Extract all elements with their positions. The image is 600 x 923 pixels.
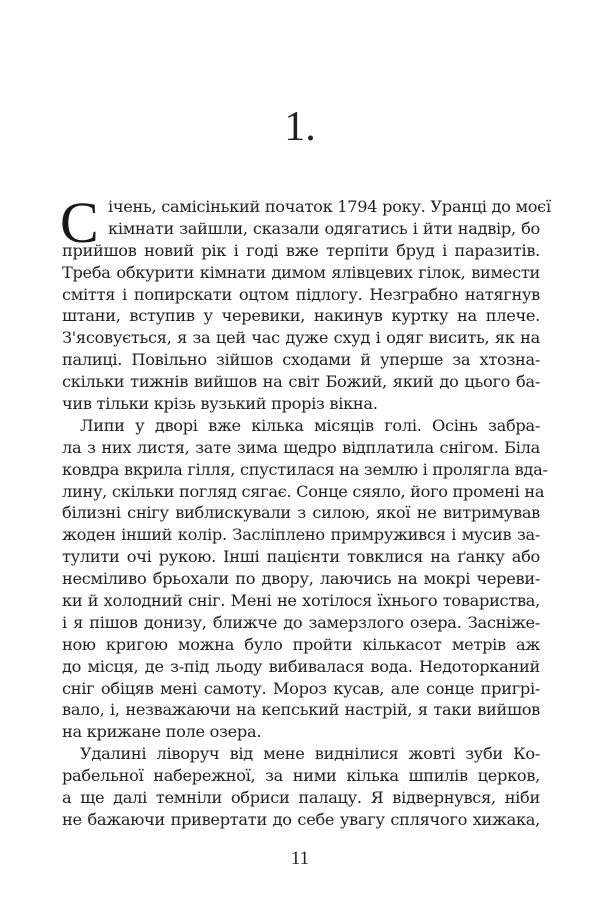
- text-line: скільки тижнів вийшов на світ Божий, який до цього ба-: [62, 372, 540, 392]
- text-line: прийшов новий рік і годі вже терпіти бруд і паразитів.: [62, 240, 540, 260]
- text-line: палиці. Повільно зійшов сходами й уперше за хтозна-: [62, 350, 540, 370]
- text-line: штани, вступив у черевики, накинув куртку на плече.: [62, 306, 540, 326]
- drop-cap: С: [60, 190, 99, 255]
- text-line: чив тільки крізь вузький проріз вікна.: [62, 394, 378, 414]
- text-line: до місця, де з-під льоду вибивалася вода. Недоторканий: [62, 656, 540, 676]
- text-line: не бажаючи привертати до себе увагу сплячого хижака,: [62, 809, 540, 829]
- text-line: сніг обіцяв мені самоту. Мороз кусав, але сонце пригрі-: [62, 678, 540, 698]
- text-line: З'ясовується, я за цей час дуже схуд і одяг висить, як на: [62, 328, 540, 348]
- text-line: Треба обкурити кімнати димом ялівцевих гілок, вимести: [62, 262, 540, 282]
- text-line: тулити очі рукою. Інші пацієнти товклися на ґанку або: [62, 547, 540, 567]
- text-line: і я пішов донизу, ближче до замерзлого озера. Засніже-: [62, 612, 540, 632]
- text-line: ки й холодний сніг. Мені не хотілося їхнього товариства,: [62, 591, 540, 611]
- body-text: [60, 190, 551, 831]
- text-line: ковдра вкрила гілля, спустилася на землю і пролягла вда-: [62, 459, 548, 479]
- text-line: лину, скільки погляд сягає. Сонце сяяло, його промені на: [62, 481, 545, 501]
- text-line: рабельної набережної, за ними кілька шпилів церков,: [62, 766, 540, 786]
- text-line: Липи у дворі вже кілька місяців голі. Осінь забра-: [80, 415, 540, 435]
- text-line: а ще далі темніли обриси палацу. Я відвернувся, ніби: [62, 788, 540, 808]
- text-line: кімнати зайшли, сказали одягатись і йти надвір, бо: [108, 218, 540, 238]
- text-line: несміливо брьохали по двору, лаючись на мокрі череви-: [62, 569, 540, 589]
- text-line: вало, і, незважаючи на кепський настрій, я таки вийшов: [62, 700, 540, 720]
- text-line: жоден інший колір. Засліплено примружився і мусив за-: [62, 525, 540, 545]
- text-line: ною кригою можна було пройти кількасот метрів аж: [62, 634, 540, 654]
- page-number: 11: [290, 848, 310, 869]
- text-line: ічень, самісінький початок 1794 року. Уранці до моєї: [108, 197, 551, 216]
- text-line: на крижане поле озера.: [62, 722, 262, 742]
- text-line: сміття і попирскати оцтом підлогу. Незграбно натягнув: [62, 284, 540, 304]
- text-line: білизні снігу виблискували з силою, якої не витримував: [62, 503, 540, 523]
- text-line: ла з них листя, зате зима щедро відплатила снігом. Біла: [62, 437, 540, 457]
- chapter-title: 1.: [284, 104, 316, 150]
- text-line: Удалині ліворуч від мене виднілися жовті зуби Ко-: [80, 744, 540, 764]
